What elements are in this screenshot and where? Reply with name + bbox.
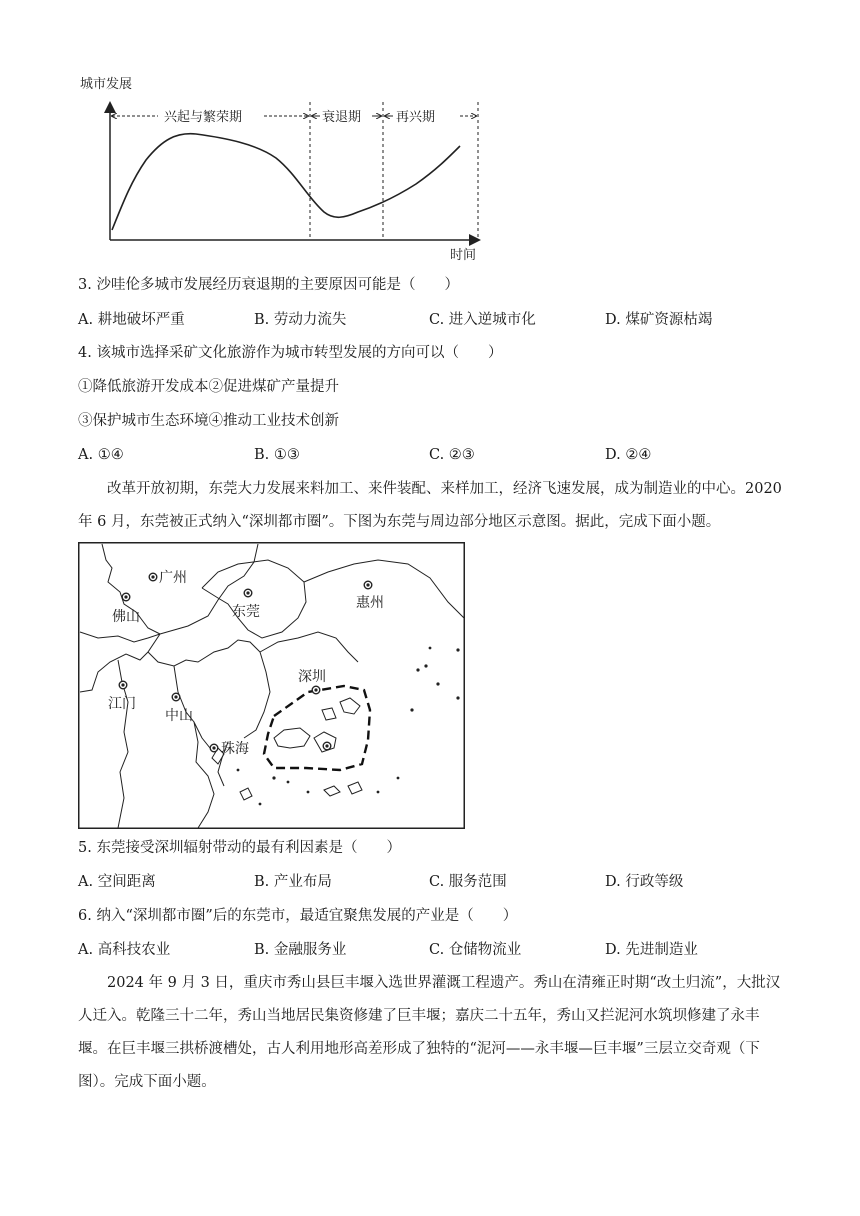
dongguan-region-map	[78, 542, 465, 829]
question-4-stem: 4. 该城市选择采矿文化旅游作为城市转型发展的方向可以（ ）	[78, 345, 503, 361]
city-label-huizhou: 惠州	[356, 595, 384, 611]
q3-option-c: C. 进入逆城市化	[429, 312, 536, 328]
phase-label-rise: 兴起与繁荣期	[164, 110, 243, 125]
q4-statement-line-2: ③保护城市生态环境④推动工业技术创新	[78, 413, 339, 429]
city-development-chart	[76, 70, 496, 270]
city-label-zhongshan: 中山	[165, 708, 193, 724]
q3-option-d: D. 煤矿资源枯竭	[605, 312, 713, 328]
q6-option-b: B. 金融服务业	[254, 942, 347, 958]
q6-option-a: A. 高科技农业	[78, 942, 171, 958]
x-axis-label: 时间	[450, 248, 477, 263]
q4-option-d: D. ②④	[605, 447, 652, 463]
q4-option-c: C. ②③	[429, 447, 475, 463]
q5-option-a: A. 空间距离	[78, 874, 156, 890]
phase-label-revival: 再兴期	[396, 110, 436, 125]
question-6-stem: 6. 纳入“深圳都市圈”后的东莞市，最适宜聚焦发展的产业是（ ）	[78, 908, 518, 924]
q4-statement-line-1: ①降低旅游开发成本②促进煤矿产量提升	[78, 379, 339, 395]
city-label-jiangmen: 江门	[108, 696, 136, 712]
q5-option-b: B. 产业布局	[254, 874, 332, 890]
passage-dongguan: 改革开放初期，东莞大力发展来料加工、来件装配、来样加工，经济飞速发展，成为制造业的中心。2020 年 6 月，东莞被正式纳入“深圳都市圈”。下图为东莞与周边部分地区示意图。据此，完成下面小题。	[78, 481, 782, 530]
q3-option-a: A. 耕地破坏严重	[78, 312, 185, 328]
q4-option-a: A. ①④	[78, 447, 124, 463]
city-label-foshan: 佛山	[112, 609, 140, 625]
question-3-stem: 3. 沙哇伦多城市发展经历衰退期的主要原因可能是（ ）	[78, 277, 459, 293]
q6-option-c: C. 仓储物流业	[429, 942, 522, 958]
q5-option-d: D. 行政等级	[605, 874, 684, 890]
phase-label-decline: 衰退期	[322, 110, 362, 125]
q3-option-b: B. 劳动力流失	[254, 312, 347, 328]
city-label-zhuhai: 珠海	[221, 741, 249, 757]
y-axis-label: 城市发展	[80, 77, 133, 92]
passage-jufengyan: 2024 年 9 月 3 日，重庆市秀山县巨丰堰入选世界灌溉工程遗产。秀山在清雍正时期“改土归流”，大批汉人迁入。乾隆三十二年，秀山当地居民集资修建了巨丰堰；嘉庆二十五年，秀山又拦泥河水筑坝修建了永丰堰。在巨丰堰三拱桥渡槽处，古人利用地形高差形成了独特的“泥河——永丰堰—巨丰堰”三层立交奇观（下图）。完成下面小题。	[78, 975, 781, 1090]
city-label-guangzhou: 广州	[159, 570, 187, 586]
city-label-dongguan: 东莞	[232, 604, 260, 620]
city-label-shenzhen: 深圳	[298, 669, 326, 685]
development-curve	[112, 134, 460, 230]
question-5-stem: 5. 东莞接受深圳辐射带动的最有利因素是（ ）	[78, 840, 401, 856]
q6-option-d: D. 先进制造业	[605, 942, 698, 958]
q5-option-c: C. 服务范围	[429, 874, 507, 890]
q4-option-b: B. ①③	[254, 447, 300, 463]
